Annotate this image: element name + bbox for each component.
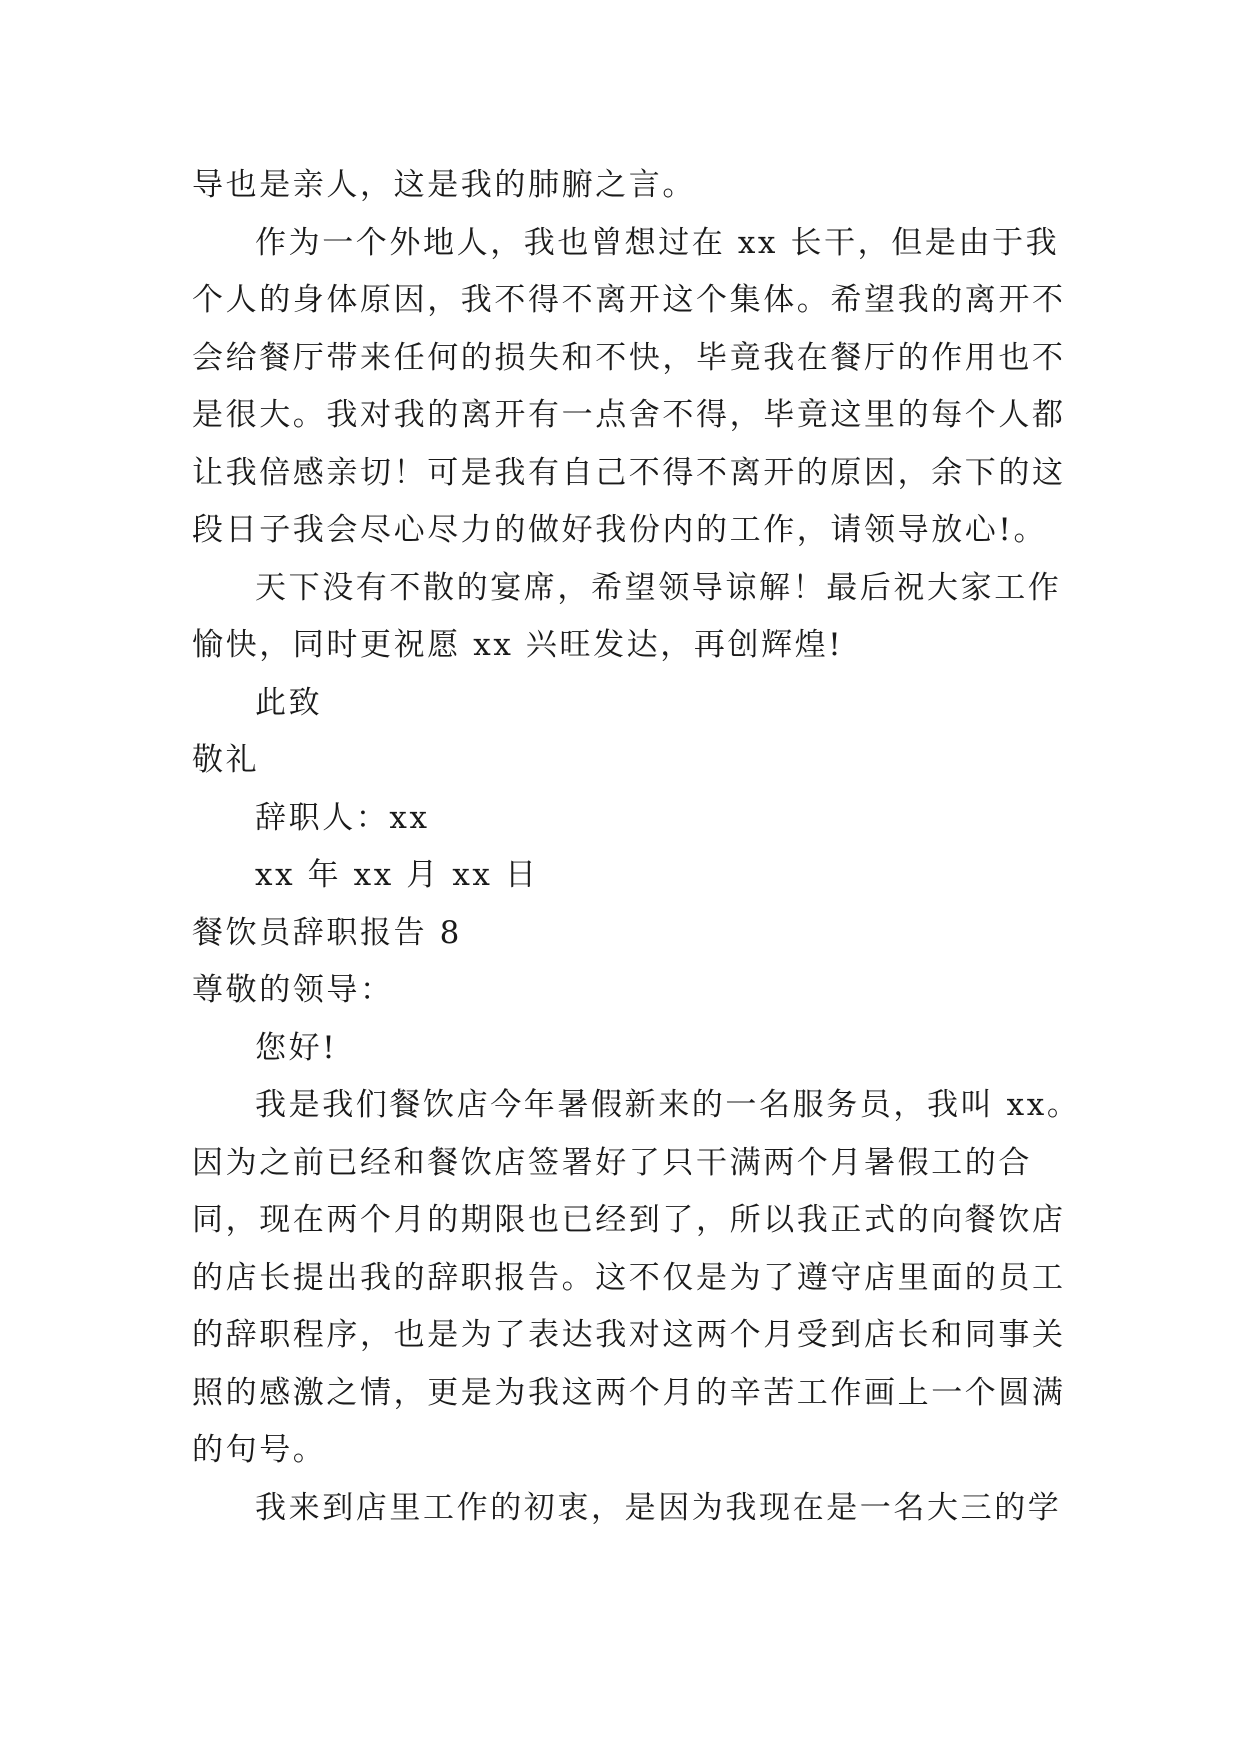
- closing-salutation: 敬礼: [192, 742, 260, 778]
- paragraph-line: 愉快，同时更祝愿 xx 兴旺发达，再创辉煌!: [192, 627, 844, 663]
- paragraph-line: 个人的身体原因，我不得不离开这个集体。希望我的离开不: [192, 282, 1066, 318]
- paragraph-line: 让我倍感亲切！可是我有自己不得不离开的原因，余下的这: [192, 455, 1066, 491]
- section-heading: 餐饮员辞职报告 8: [192, 915, 462, 951]
- paragraph-line: 是很大。我对我的离开有一点舍不得，毕竟这里的每个人都: [192, 397, 1066, 433]
- paragraph-line: 天下没有不散的宴席，希望领导谅解！最后祝大家工作: [255, 570, 1062, 606]
- paragraph-line: 因为之前已经和餐饮店签署好了只干满两个月暑假工的合: [192, 1145, 1032, 1181]
- paragraph-line: 段日子我会尽心尽力的做好我份内的工作，请领导放心!。: [192, 512, 1048, 548]
- paragraph-line: 的店长提出我的辞职报告。这不仅是为了遵守店里面的员工: [192, 1260, 1066, 1296]
- paragraph-line: 的辞职程序，也是为了表达我对这两个月受到店长和同事关: [192, 1317, 1066, 1353]
- paragraph-line: 的句号。: [192, 1432, 327, 1468]
- signature-name: 辞职人：xx: [255, 800, 430, 836]
- greeting: 您好!: [255, 1030, 338, 1066]
- paragraph-line: 导也是亲人，这是我的肺腑之言。: [192, 167, 696, 203]
- paragraph-line: 作为一个外地人，我也曾想过在 xx 长干，但是由于我: [255, 225, 1060, 261]
- signature-date: xx 年 xx 月 xx 日: [255, 857, 539, 893]
- paragraph-line: 照的感激之情，更是为我这两个月的辛苦工作画上一个圆满: [192, 1375, 1066, 1411]
- greeting-recipient: 尊敬的领导：: [192, 972, 394, 1008]
- paragraph-line: 我来到店里工作的初衷，是因为我现在是一名大三的学: [255, 1490, 1062, 1526]
- paragraph-line: 会给餐厅带来任何的损失和不快，毕竟我在餐厅的作用也不: [192, 340, 1066, 376]
- paragraph-line: 同，现在两个月的期限也已经到了，所以我正式的向餐饮店: [192, 1202, 1066, 1238]
- closing-salutation: 此致: [255, 685, 323, 721]
- paragraph-line: 我是我们餐饮店今年暑假新来的一名服务员，我叫 xx。: [255, 1087, 1081, 1123]
